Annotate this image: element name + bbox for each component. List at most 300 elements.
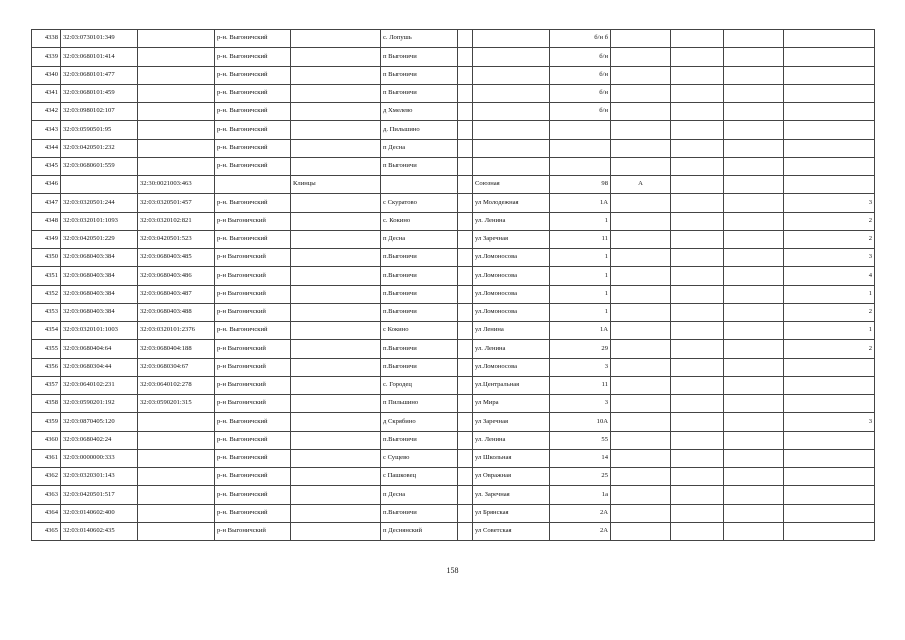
cell-cadastral-number: 32:03:0420501:517 <box>61 486 138 504</box>
cell-settlement: п Пильшино <box>381 395 458 413</box>
cell-extra <box>784 84 875 102</box>
cell-street <box>473 139 550 157</box>
cell-apartment <box>671 322 724 340</box>
cell-house: 10А <box>550 413 611 431</box>
cell-related-cadastral-number <box>138 449 215 467</box>
cell-related-cadastral-number: 32:03:0640102:278 <box>138 376 215 394</box>
cell-room <box>724 249 784 267</box>
cell-settlement: п.Выгоничи <box>381 267 458 285</box>
cell-house: 1 <box>550 267 611 285</box>
cell-building <box>611 376 671 394</box>
cell-room <box>724 431 784 449</box>
cell-apartment <box>671 66 724 84</box>
cell-street: ул Брянская <box>473 504 550 522</box>
cell-building <box>611 84 671 102</box>
cell-house: 1 <box>550 303 611 321</box>
cell-street: ул Школьная <box>473 449 550 467</box>
cell-city <box>291 522 381 540</box>
cell-apartment <box>671 431 724 449</box>
cell-extra: 3 <box>784 194 875 212</box>
cell-cadastral-number: 32:03:0680403:384 <box>61 303 138 321</box>
cell-street <box>473 48 550 66</box>
cell-apartment <box>671 176 724 194</box>
cell-extra <box>784 121 875 139</box>
cell-row-number: 4354 <box>32 322 61 340</box>
cell-settlement: п Десна <box>381 230 458 248</box>
cell-room <box>724 340 784 358</box>
cell-street <box>473 84 550 102</box>
cell-district: р-н Выгоничский <box>215 358 291 376</box>
cell-district: р-н Выгоничский <box>215 340 291 358</box>
cell-street: ул Овражная <box>473 468 550 486</box>
cell-settlement: п Выгоничи <box>381 84 458 102</box>
cell-house: 29 <box>550 340 611 358</box>
cell-cadastral-number: 32:03:0680404:64 <box>61 340 138 358</box>
cell-house: б/н <box>550 66 611 84</box>
cell-row-number: 4365 <box>32 522 61 540</box>
cell-street-gap <box>458 413 473 431</box>
cell-cadastral-number: 32:03:0680403:384 <box>61 267 138 285</box>
cell-street-gap <box>458 358 473 376</box>
cell-row-number: 4342 <box>32 103 61 121</box>
cell-street-gap <box>458 486 473 504</box>
cell-city <box>291 230 381 248</box>
cell-city <box>291 139 381 157</box>
cell-district: р-н. Выгоничский <box>215 30 291 48</box>
cell-related-cadastral-number <box>138 504 215 522</box>
cell-city <box>291 413 381 431</box>
cell-street-gap <box>458 376 473 394</box>
cell-room <box>724 30 784 48</box>
cell-apartment <box>671 84 724 102</box>
cell-building <box>611 249 671 267</box>
cell-city <box>291 486 381 504</box>
cell-street-gap <box>458 212 473 230</box>
cell-building <box>611 303 671 321</box>
cell-related-cadastral-number: 32:03:0420501:523 <box>138 230 215 248</box>
cell-city <box>291 249 381 267</box>
cell-settlement: с Пашковец <box>381 468 458 486</box>
cell-house: 55 <box>550 431 611 449</box>
cell-district: р-н. Выгоничский <box>215 468 291 486</box>
cell-building <box>611 157 671 175</box>
cell-row-number: 4356 <box>32 358 61 376</box>
cell-street: ул.Ломоносова <box>473 249 550 267</box>
cell-related-cadastral-number <box>138 48 215 66</box>
cell-settlement: п.Выгоничи <box>381 285 458 303</box>
cell-extra <box>784 504 875 522</box>
cell-street <box>473 121 550 139</box>
cell-related-cadastral-number: 32:03:0680404:188 <box>138 340 215 358</box>
cell-street-gap <box>458 194 473 212</box>
cell-extra <box>784 486 875 504</box>
cell-room <box>724 504 784 522</box>
cell-settlement: п Десна <box>381 139 458 157</box>
cell-related-cadastral-number: 32:03:0680304:67 <box>138 358 215 376</box>
cell-building <box>611 48 671 66</box>
cell-street-gap <box>458 121 473 139</box>
cell-cadastral-number: 32:03:0680101:459 <box>61 84 138 102</box>
cell-extra <box>784 431 875 449</box>
cell-district: р-н Выгоничский <box>215 522 291 540</box>
cell-related-cadastral-number <box>138 431 215 449</box>
cell-related-cadastral-number: 32:03:0320102:821 <box>138 212 215 230</box>
cell-city <box>291 212 381 230</box>
cell-street-gap <box>458 303 473 321</box>
cell-district: р-н. Выгоничский <box>215 449 291 467</box>
cell-cadastral-number: 32:03:0680101:414 <box>61 48 138 66</box>
cell-apartment <box>671 48 724 66</box>
cell-row-number: 4363 <box>32 486 61 504</box>
cell-extra <box>784 30 875 48</box>
cell-house: 11 <box>550 376 611 394</box>
cell-cadastral-number: 32:03:0680101:477 <box>61 66 138 84</box>
cell-street-gap <box>458 103 473 121</box>
cell-apartment <box>671 267 724 285</box>
cell-city: Клинцы <box>291 176 381 194</box>
cell-room <box>724 395 784 413</box>
table-row <box>32 358 875 376</box>
cell-room <box>724 230 784 248</box>
cell-city <box>291 157 381 175</box>
cell-row-number: 4345 <box>32 157 61 175</box>
cell-cadastral-number: 32:03:0980102:107 <box>61 103 138 121</box>
cell-related-cadastral-number <box>138 139 215 157</box>
cell-row-number: 4346 <box>32 176 61 194</box>
cell-extra <box>784 157 875 175</box>
cell-building <box>611 413 671 431</box>
cell-building <box>611 522 671 540</box>
cell-house: 1 <box>550 212 611 230</box>
cell-cadastral-number: 32:03:0320101:1093 <box>61 212 138 230</box>
cell-district: р-н. Выгоничский <box>215 103 291 121</box>
cell-street-gap <box>458 30 473 48</box>
cell-row-number: 4339 <box>32 48 61 66</box>
cell-room <box>724 48 784 66</box>
cell-city <box>291 395 381 413</box>
cell-cadastral-number: 32:03:0320501:244 <box>61 194 138 212</box>
cell-room <box>724 157 784 175</box>
cell-extra: 3 <box>784 249 875 267</box>
cell-related-cadastral-number <box>138 413 215 431</box>
cell-related-cadastral-number <box>138 84 215 102</box>
cell-settlement: с. Лопушь <box>381 30 458 48</box>
cell-room <box>724 285 784 303</box>
table-row <box>32 176 875 194</box>
cell-related-cadastral-number: 32:03:0320501:457 <box>138 194 215 212</box>
cell-settlement: п.Выгоничи <box>381 358 458 376</box>
cell-building <box>611 230 671 248</box>
cell-street-gap <box>458 395 473 413</box>
cell-district: р-н. Выгоничский <box>215 431 291 449</box>
cell-extra <box>784 48 875 66</box>
cell-related-cadastral-number: 32:03:0680403:485 <box>138 249 215 267</box>
cell-apartment <box>671 249 724 267</box>
cell-room <box>724 449 784 467</box>
cell-street-gap <box>458 176 473 194</box>
cell-apartment <box>671 285 724 303</box>
cell-building <box>611 340 671 358</box>
cell-cadastral-number: 32:03:0680403:384 <box>61 285 138 303</box>
cell-cadastral-number: 32:03:0420501:232 <box>61 139 138 157</box>
cell-row-number: 4351 <box>32 267 61 285</box>
cell-district: р-н Выгоничский <box>215 285 291 303</box>
cell-settlement: с Кокино <box>381 322 458 340</box>
table-row <box>32 303 875 321</box>
cell-related-cadastral-number <box>138 468 215 486</box>
cell-row-number: 4357 <box>32 376 61 394</box>
table-row <box>32 139 875 157</box>
cell-cadastral-number: 32:03:0680601:559 <box>61 157 138 175</box>
cell-apartment <box>671 303 724 321</box>
cell-settlement <box>381 176 458 194</box>
cell-city <box>291 121 381 139</box>
cell-street <box>473 66 550 84</box>
cell-district: р-н. Выгоничский <box>215 504 291 522</box>
cell-district: р-н Выгоничский <box>215 267 291 285</box>
cell-street: ул Заречная <box>473 230 550 248</box>
cell-street <box>473 30 550 48</box>
cell-street-gap <box>458 157 473 175</box>
cell-room <box>724 468 784 486</box>
cell-apartment <box>671 358 724 376</box>
cell-street-gap <box>458 285 473 303</box>
cell-settlement: д. Пильшино <box>381 121 458 139</box>
cell-house: 1А <box>550 194 611 212</box>
cell-street-gap <box>458 84 473 102</box>
cell-street-gap <box>458 66 473 84</box>
cell-city <box>291 267 381 285</box>
cell-cadastral-number: 32:03:0680402:24 <box>61 431 138 449</box>
table-row <box>32 504 875 522</box>
table-body <box>32 30 875 541</box>
cell-street: ул Мира <box>473 395 550 413</box>
cell-row-number: 4338 <box>32 30 61 48</box>
cell-cadastral-number: 32:03:0140602:435 <box>61 522 138 540</box>
cell-street: ул.Ломоносова <box>473 267 550 285</box>
cell-apartment <box>671 230 724 248</box>
cell-house: 98 <box>550 176 611 194</box>
cell-settlement: п Выгоничи <box>381 66 458 84</box>
cell-room <box>724 176 784 194</box>
cell-street-gap <box>458 322 473 340</box>
cell-settlement: п Десна <box>381 486 458 504</box>
cell-apartment <box>671 340 724 358</box>
cell-related-cadastral-number <box>138 66 215 84</box>
cell-street-gap <box>458 449 473 467</box>
cell-room <box>724 413 784 431</box>
table-row <box>32 84 875 102</box>
cell-apartment <box>671 212 724 230</box>
cell-row-number: 4353 <box>32 303 61 321</box>
cell-apartment <box>671 468 724 486</box>
cell-street-gap <box>458 139 473 157</box>
cell-house: б/н <box>550 84 611 102</box>
cell-cadastral-number: 32:03:0870405:120 <box>61 413 138 431</box>
cell-row-number: 4362 <box>32 468 61 486</box>
cell-district: р-н. Выгоничский <box>215 486 291 504</box>
cell-extra <box>784 103 875 121</box>
cell-extra <box>784 66 875 84</box>
cell-row-number: 4350 <box>32 249 61 267</box>
cell-house: 1А <box>550 322 611 340</box>
cell-district: р-н. Выгоничский <box>215 230 291 248</box>
table-row <box>32 230 875 248</box>
cell-row-number: 4358 <box>32 395 61 413</box>
cell-house: 1 <box>550 249 611 267</box>
cell-room <box>724 121 784 139</box>
cell-apartment <box>671 504 724 522</box>
cell-cadastral-number: 32:03:0320301:143 <box>61 468 138 486</box>
table-row <box>32 267 875 285</box>
cell-building <box>611 486 671 504</box>
cell-settlement: с Сущево <box>381 449 458 467</box>
cell-related-cadastral-number: 32:03:0680403:486 <box>138 267 215 285</box>
cell-apartment <box>671 486 724 504</box>
cell-related-cadastral-number: 32:03:0590201:315 <box>138 395 215 413</box>
cell-room <box>724 84 784 102</box>
cell-room <box>724 139 784 157</box>
cell-district: р-н. Выгоничский <box>215 139 291 157</box>
table-row <box>32 468 875 486</box>
cell-building <box>611 504 671 522</box>
cell-street-gap <box>458 340 473 358</box>
table-row <box>32 486 875 504</box>
cell-cadastral-number <box>61 176 138 194</box>
cell-settlement: п.Выгоничи <box>381 340 458 358</box>
cell-district: р-н Выгоничский <box>215 376 291 394</box>
cell-settlement: п Выгоничи <box>381 157 458 175</box>
cell-related-cadastral-number <box>138 103 215 121</box>
cell-room <box>724 303 784 321</box>
cell-apartment <box>671 376 724 394</box>
cell-city <box>291 504 381 522</box>
cell-street: ул. Заречная <box>473 486 550 504</box>
cell-apartment <box>671 121 724 139</box>
cell-house: 3 <box>550 358 611 376</box>
cell-building <box>611 30 671 48</box>
table-row <box>32 395 875 413</box>
cell-street: ул Ленина <box>473 322 550 340</box>
cell-room <box>724 103 784 121</box>
cell-street-gap <box>458 48 473 66</box>
cell-extra <box>784 449 875 467</box>
table-row <box>32 30 875 48</box>
cell-house: б/н <box>550 103 611 121</box>
cell-extra <box>784 358 875 376</box>
cell-apartment <box>671 194 724 212</box>
cell-district: р-н. Выгоничский <box>215 413 291 431</box>
cell-street: ул. Ленина <box>473 431 550 449</box>
cell-street-gap <box>458 249 473 267</box>
cell-house: 1 <box>550 285 611 303</box>
cell-cadastral-number: 32:03:0140602:400 <box>61 504 138 522</box>
cell-extra: 1 <box>784 285 875 303</box>
cell-settlement: п.Выгоничи <box>381 431 458 449</box>
cell-city <box>291 340 381 358</box>
cell-extra: 2 <box>784 303 875 321</box>
cell-district: р-н Выгоничский <box>215 395 291 413</box>
cell-related-cadastral-number <box>138 486 215 504</box>
cell-building <box>611 212 671 230</box>
cell-street-gap <box>458 522 473 540</box>
cell-apartment <box>671 413 724 431</box>
table-row <box>32 522 875 540</box>
cell-street: ул.Ломоносова <box>473 285 550 303</box>
cell-street-gap <box>458 468 473 486</box>
cell-row-number: 4348 <box>32 212 61 230</box>
cell-city <box>291 431 381 449</box>
cell-apartment <box>671 139 724 157</box>
cell-house <box>550 121 611 139</box>
cell-related-cadastral-number: 32:03:0320101:2376 <box>138 322 215 340</box>
cell-row-number: 4359 <box>32 413 61 431</box>
cell-room <box>724 194 784 212</box>
cell-room <box>724 212 784 230</box>
cell-cadastral-number: 32:03:0590201:192 <box>61 395 138 413</box>
cell-house: б/н б <box>550 30 611 48</box>
cell-district: р-н. Выгоничский <box>215 84 291 102</box>
cell-related-cadastral-number: 32:30:0021003:463 <box>138 176 215 194</box>
cell-street: ул. Ленина <box>473 212 550 230</box>
table-row <box>32 413 875 431</box>
cell-apartment <box>671 30 724 48</box>
cell-apartment <box>671 157 724 175</box>
cell-related-cadastral-number <box>138 121 215 139</box>
cell-street: ул.Центральная <box>473 376 550 394</box>
table-row <box>32 157 875 175</box>
cell-building <box>611 194 671 212</box>
cell-extra: 1 <box>784 322 875 340</box>
table-row <box>32 249 875 267</box>
cell-row-number: 4341 <box>32 84 61 102</box>
cell-district: р-н Выгоничский <box>215 303 291 321</box>
cell-settlement: п Деснянский <box>381 522 458 540</box>
cell-street: ул.Ломоносова <box>473 358 550 376</box>
table-row <box>32 376 875 394</box>
cell-street: ул Заречная <box>473 413 550 431</box>
cell-house: 25 <box>550 468 611 486</box>
cell-room <box>724 322 784 340</box>
cell-city <box>291 322 381 340</box>
cell-city <box>291 48 381 66</box>
cell-street-gap <box>458 431 473 449</box>
cell-cadastral-number: 32:03:0730101:349 <box>61 30 138 48</box>
cell-row-number: 4352 <box>32 285 61 303</box>
table-row <box>32 431 875 449</box>
cell-extra: 2 <box>784 340 875 358</box>
cell-extra <box>784 139 875 157</box>
cell-city <box>291 303 381 321</box>
table-row <box>32 103 875 121</box>
cell-settlement: д Скрябино <box>381 413 458 431</box>
cell-street: ул Советская <box>473 522 550 540</box>
cell-district: р-н Выгоничский <box>215 249 291 267</box>
cell-row-number: 4343 <box>32 121 61 139</box>
table-row <box>32 66 875 84</box>
cell-house: 3 <box>550 395 611 413</box>
cell-extra <box>784 395 875 413</box>
cell-building <box>611 322 671 340</box>
cell-apartment <box>671 522 724 540</box>
cell-related-cadastral-number: 32:03:0680403:488 <box>138 303 215 321</box>
cell-apartment <box>671 103 724 121</box>
cell-related-cadastral-number <box>138 30 215 48</box>
cell-building <box>611 285 671 303</box>
cell-building <box>611 103 671 121</box>
cell-street: ул. Ленина <box>473 340 550 358</box>
cell-row-number: 4347 <box>32 194 61 212</box>
